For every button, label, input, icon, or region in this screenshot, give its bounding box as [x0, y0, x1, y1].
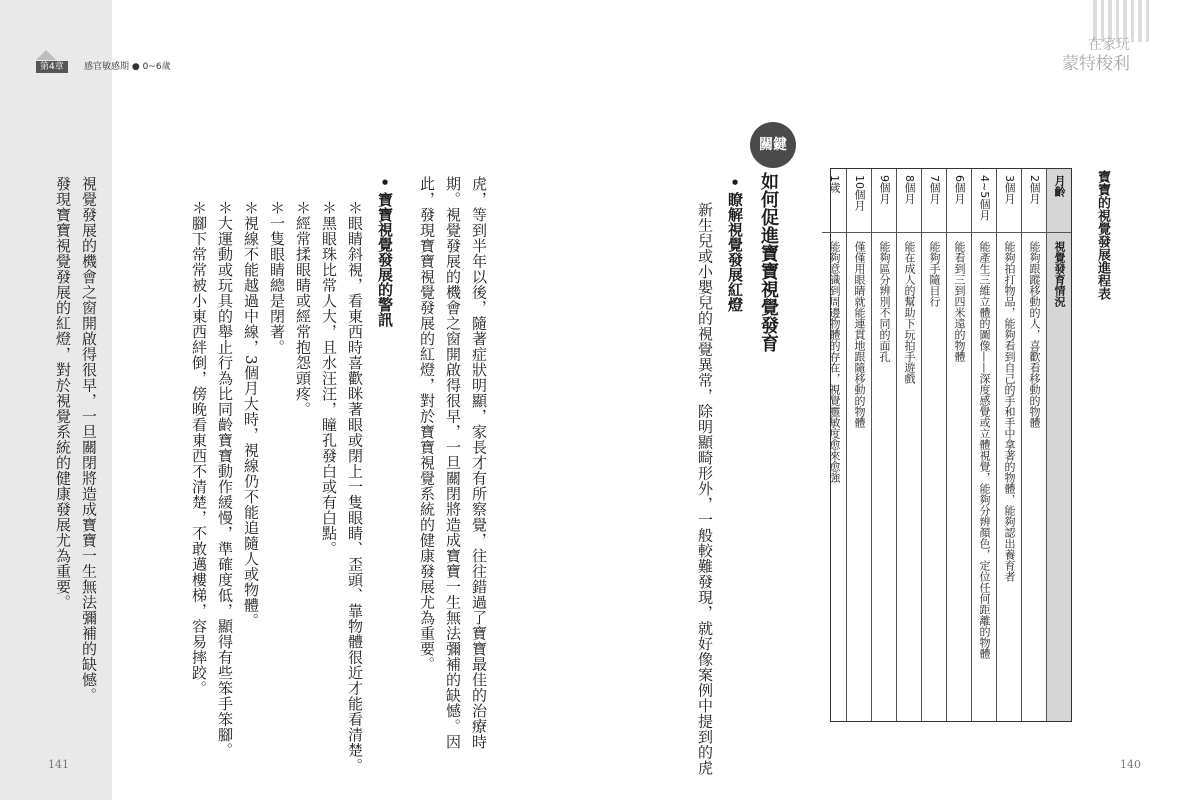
table-row	[1021, 169, 1046, 721]
table-cell-age: 2個月	[1022, 169, 1046, 233]
bullet-item: ＊腳下常常被小東西絆倒，傍晚看東西不清楚，不敢邁樓梯，容易摔跤。	[190, 200, 208, 696]
table-cell-age: 6個月	[947, 169, 971, 233]
paragraph-line: 新生兒或小嬰兒的視覺異常，除明顯畸形外，一般較難發現，就好像案例中提到的虎	[696, 202, 714, 776]
table-cell-age: 8個月	[897, 169, 921, 233]
book-brand	[1040, 36, 1130, 74]
table-row	[871, 169, 896, 721]
key-badge: 關鍵	[750, 122, 796, 168]
table-cell-age: 3個月	[997, 169, 1021, 233]
table-cell-age: 9個月	[872, 169, 896, 233]
table-cell-desc: 能在成人的幫助下玩拍手遊戲	[903, 241, 916, 384]
table-row	[896, 169, 921, 721]
bullet-item: ＊眼睛斜視，看東西時喜歡眯著眼或閉上一隻眼睛、歪頭、靠物體很近才能看清楚。	[346, 200, 364, 774]
brand-line-1: 在家玩	[1088, 37, 1130, 53]
bullet-item: ＊一隻眼睛總是閉著。	[268, 200, 286, 355]
table-cell-age: 10個月	[847, 169, 871, 233]
table-header-row	[1046, 169, 1071, 721]
table-cell-desc: 能夠意識到周邊物體的存在，視覺靈敏度愈來愈強	[828, 241, 841, 483]
table-row	[846, 169, 871, 721]
chapter-badge: 第4章	[36, 61, 68, 73]
table-cell-desc: 僅僅用眼睛就能連貫地跟隨移動的物體	[853, 241, 866, 428]
table-cell-desc: 能產生三維立體的圖像——深度感覺或立體視覺，能夠分辨顏色，定位任何距離的物體	[978, 241, 991, 659]
bullet-item: ＊視線不能越過中線，3個月大時，視線仍不能追隨人或物體。	[242, 200, 260, 629]
table-row	[946, 169, 971, 721]
table-cell-desc: 能夠區分辨別不同的面孔	[878, 241, 891, 362]
table-header-age: 月齡	[1047, 169, 1071, 233]
bullet-item: ＊大運動或玩具的舉止行為比同齡寶寶動作緩慢，準確度低，顯得有些笨手笨腳。	[216, 200, 234, 758]
page-number-left: 141	[48, 758, 69, 771]
paragraph-line: 期。視覺發展的機會之窗開啟得很早，一旦關閉將造成寶寶一生無法彌補的缺憾。因	[444, 176, 462, 750]
section-heading: 如何促進寶寶視覺發育	[758, 172, 779, 352]
page-number-right: 140	[1120, 758, 1141, 771]
subheading-warning-signs: •寶寶視覺發展的警訊	[376, 174, 394, 327]
bullet-item: ＊黑眼珠比常人大，且水汪汪，瞳孔發白或有白點。	[320, 200, 338, 557]
table-cell-desc: 能夠跟蹤移動的人，喜歡看移動的物體	[1028, 241, 1041, 428]
table-row	[971, 169, 996, 721]
table-cell-age: 4~5個月	[972, 169, 996, 233]
bullet-item: ＊經常揉眼睛或經常抱怨頭疼。	[294, 200, 312, 417]
table-cell-age: 1歲	[822, 169, 846, 233]
table-cell-desc: 能夠拍打物品，能夠看到自己的手和手中拿著的物體，能夠認出養育者	[1003, 241, 1016, 582]
table-row	[822, 169, 846, 721]
paragraph-line: 視覺發展的機會之窗開啟得很早，一旦關閉將造成寶寶一生無法彌補的缺憾。	[80, 176, 98, 703]
chapter-triangle-icon	[36, 50, 56, 60]
paragraph-line: 此，發現寶寶視覺發展的紅燈，對於寶寶視覺系統的健康發展尤為重要。	[418, 176, 436, 672]
subheading-red-light: •瞭解視覺發展紅燈	[726, 174, 744, 312]
paragraph-line: 發現寶寶視覺發展的紅燈，對於視覺系統的健康發展尤為重要。	[54, 176, 72, 610]
brand-line-2: 蒙特梭利	[1062, 54, 1130, 74]
table-header-desc: 視覺發育情況	[1053, 241, 1066, 307]
table-cell-desc: 能看到三到四米遠的物體	[953, 241, 966, 362]
table-cell-desc: 能夠手隨目行	[928, 241, 941, 307]
table-row	[996, 169, 1021, 721]
paragraph-line: 虎，等到半年以後，隨著症狀明顯，家長才有所察覺，往往錯過了寶寶最佳的治療時	[470, 176, 488, 750]
table-title: 寶寶的視覺發展進程表	[1095, 170, 1110, 300]
vision-development-table	[830, 168, 1072, 722]
table-row	[921, 169, 946, 721]
table-cell-age: 7個月	[922, 169, 946, 233]
chapter-title: 感官敏感期 ● 0~6歲	[84, 62, 171, 72]
